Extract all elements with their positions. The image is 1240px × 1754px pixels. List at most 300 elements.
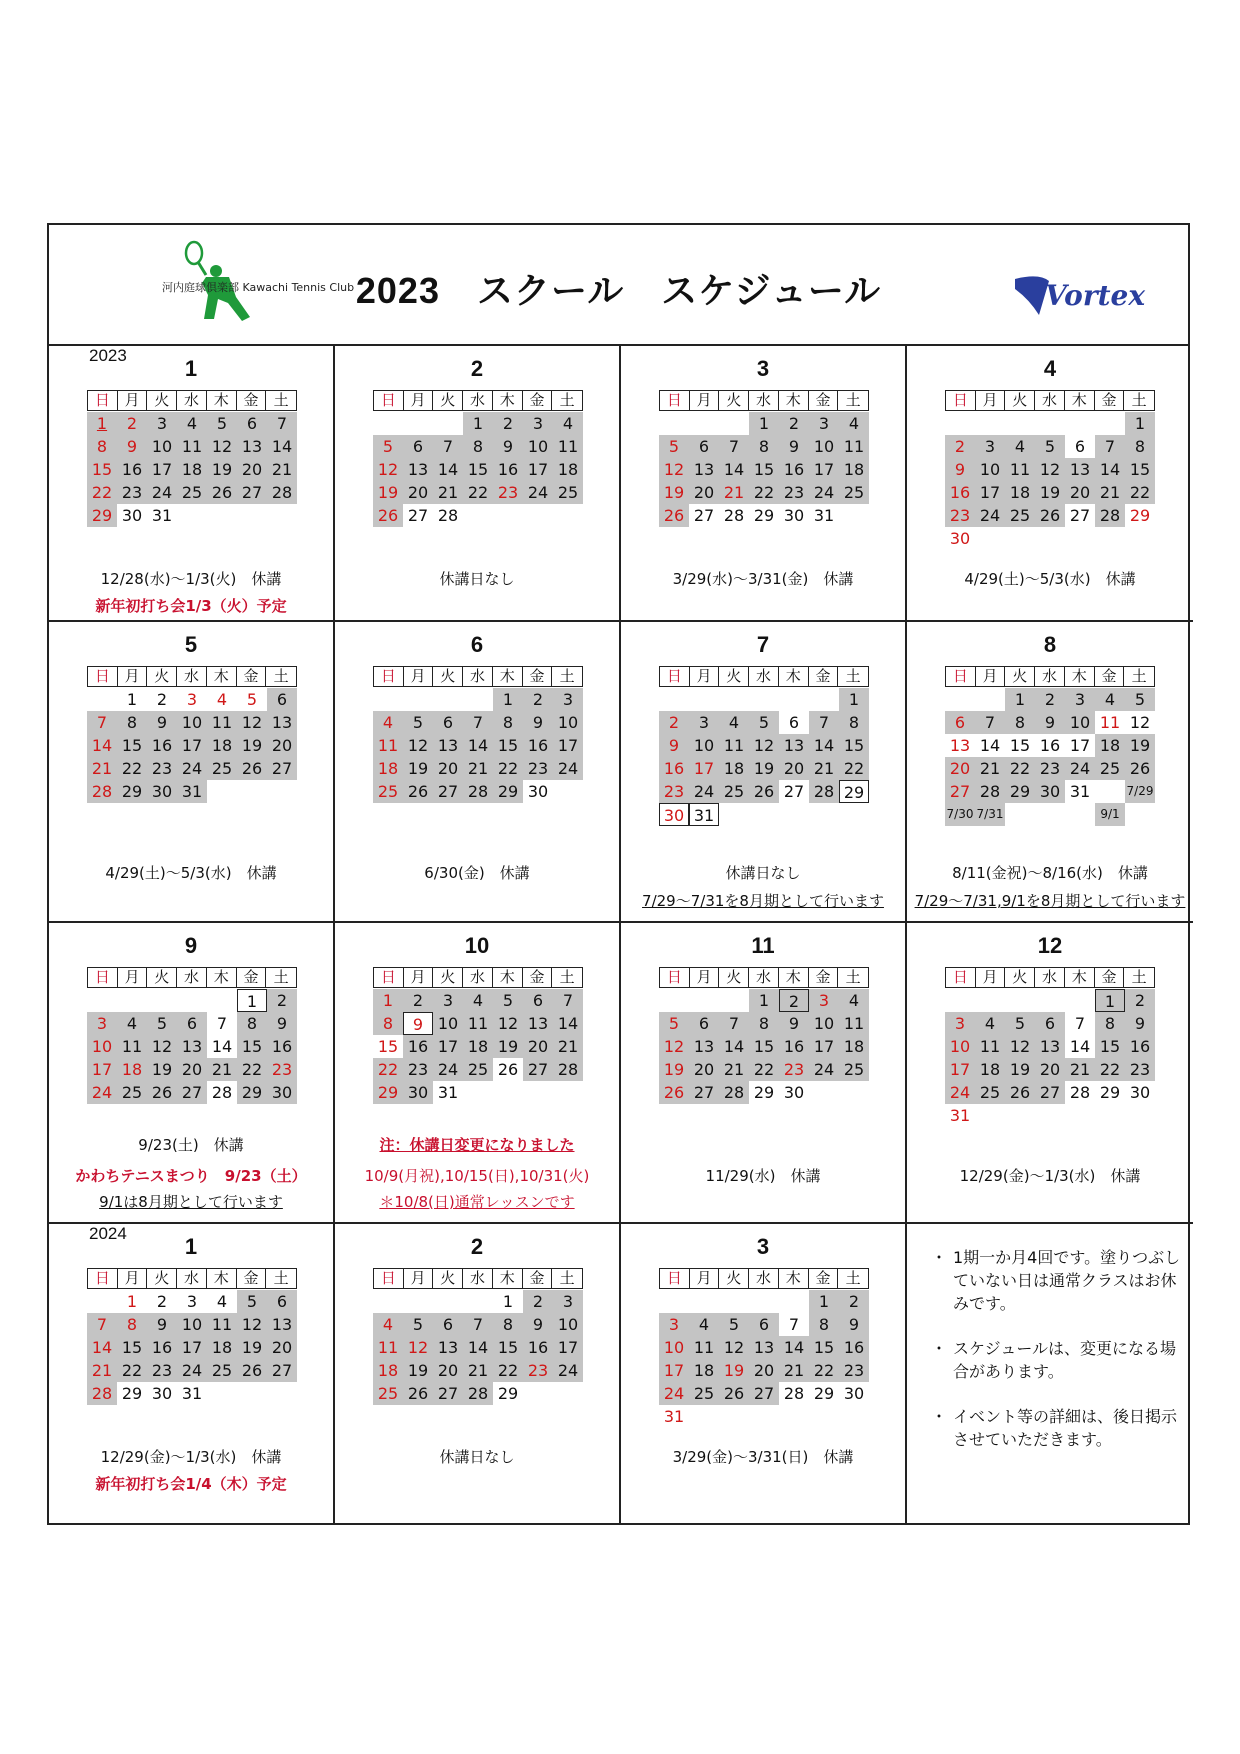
day-cell: 17 [87, 1058, 117, 1081]
day-cell: 1 [493, 688, 523, 711]
day-cell: 30 [1035, 780, 1065, 803]
day-cell: 4 [117, 1012, 147, 1035]
month-number: 9 [184, 933, 198, 958]
weekday-label: 木 [493, 391, 523, 410]
day-cell: 20 [237, 458, 267, 481]
day-cell: 1 [1005, 688, 1035, 711]
day-cell: 20 [749, 1359, 779, 1382]
day-cell: 2 [779, 989, 809, 1012]
day-cell: 10 [689, 734, 719, 757]
weekday-label: 水 [749, 667, 779, 686]
day-cell: 4 [463, 989, 493, 1012]
day-cell: 10 [1065, 711, 1095, 734]
weekday-label: 日 [88, 1269, 118, 1288]
day-cell: 17 [809, 1035, 839, 1058]
day-cell: 18 [463, 1035, 493, 1058]
day-cell: 17 [975, 481, 1005, 504]
day-cell: 6 [1035, 1012, 1065, 1035]
day-cell: 12 [237, 711, 267, 734]
day-cell: 15 [749, 1035, 779, 1058]
day-cell: 16 [945, 481, 975, 504]
weekday-label: 月 [118, 667, 148, 686]
day-cell: 2 [779, 412, 809, 435]
weekday-label: 木 [1065, 391, 1095, 410]
schedule-note: 注：休講日変更になりました [379, 1136, 575, 1154]
weekday-label: 日 [374, 968, 404, 987]
weekday-label: 月 [690, 1269, 720, 1288]
day-cell: 21 [1065, 1058, 1095, 1081]
day-cell: 16 [147, 734, 177, 757]
weekday-label: 金 [237, 667, 267, 686]
day-cell: 22 [493, 1359, 523, 1382]
weekday-label: 金 [1095, 968, 1125, 987]
day-cell: 12 [403, 1336, 433, 1359]
day-cell: 11 [117, 1035, 147, 1058]
day-grid [373, 1289, 583, 1429]
day-cell: 10 [945, 1035, 975, 1058]
weekday-label: 月 [404, 968, 434, 987]
weekday-label: 水 [1035, 968, 1065, 987]
day-cell: 21 [87, 757, 117, 780]
day-cell: 13 [949, 736, 971, 755]
day-cell: 12 [659, 458, 689, 481]
info-cell [907, 1224, 1193, 1523]
day-cell: 18 [719, 757, 749, 780]
day-cell: 10 [87, 1035, 117, 1058]
weekday-label: 水 [1035, 667, 1065, 686]
weekday-label: 日 [660, 667, 690, 686]
schedule-sheet [47, 223, 1190, 1525]
weekday-label: 金 [237, 968, 267, 987]
weekday-label: 日 [374, 1269, 404, 1288]
day-cell: 12 [237, 1313, 267, 1336]
day-cell: 25 [1005, 504, 1035, 527]
day-cell: 13 [403, 458, 433, 481]
day-cell: 16 [659, 757, 689, 780]
day-cell: 25 [553, 481, 583, 504]
day-cell: 26 [1005, 1081, 1035, 1104]
day-grid [87, 1289, 297, 1429]
day-cell: 8 [87, 435, 117, 458]
weekday-header [87, 967, 297, 988]
day-cell: 10 [809, 435, 839, 458]
schedule-note: 3/29(水)～3/31(金) 休講 [672, 570, 854, 588]
day-grid [659, 1289, 869, 1429]
day-cell: 11 [1099, 713, 1121, 732]
weekday-label: 日 [660, 1269, 690, 1288]
day-cell: 16 [839, 1336, 869, 1359]
day-cell: 6 [433, 711, 463, 734]
day-cell: 27 [433, 1382, 463, 1405]
weekday-header [659, 666, 869, 687]
day-cell: 29 [87, 504, 117, 527]
day-cell: 3 [523, 412, 553, 435]
weekday-header [87, 666, 297, 687]
day-cell: 2 [156, 690, 168, 709]
day-cell: 14 [1069, 1037, 1091, 1056]
day-cell: 16 [523, 1336, 553, 1359]
day-cell: 18 [689, 1359, 719, 1382]
weekday-label: 土 [559, 667, 575, 685]
day-cell: 13 [433, 734, 463, 757]
weekday-label: 日 [374, 667, 404, 686]
day-cell: 31 [437, 1083, 459, 1102]
day-cell: 18 [207, 1336, 237, 1359]
day-cell: 27 [1035, 1081, 1065, 1104]
day-cell: 15 [1009, 736, 1031, 755]
day-cell: 17 [553, 734, 583, 757]
day-cell: 9 [1125, 1012, 1155, 1035]
day-cell: 2 [523, 688, 553, 711]
day-cell: 22 [493, 757, 523, 780]
day-cell: 15 [493, 734, 523, 757]
day-cell: 6 [267, 1290, 297, 1313]
info-bullet [931, 1246, 1183, 1315]
weekday-header [373, 1268, 583, 1289]
month-number: 4 [1043, 356, 1057, 381]
month-cell [49, 1224, 335, 1523]
day-cell: 18 [839, 1035, 869, 1058]
day-cell: 12 [659, 1035, 689, 1058]
day-cell: 8 [809, 1313, 839, 1336]
day-cell: 5 [373, 435, 403, 458]
day-cell: 23 [493, 481, 523, 504]
day-cell: 23 [1125, 1058, 1155, 1081]
day-cell: 23 [147, 1359, 177, 1382]
bullet-text: スケジュールは、変更になる場合があります。 [953, 1339, 1177, 1381]
day-cell: 31 [1069, 782, 1091, 801]
day-cell: 17 [177, 1336, 207, 1359]
schedule-note: 4/29(土)～5/3(水) 休講 [964, 570, 1136, 588]
weekday-label: 月 [118, 968, 148, 987]
day-cell: 26 [1125, 757, 1155, 780]
day-cell: 18 [553, 458, 583, 481]
day-cell: 16 [117, 458, 147, 481]
day-cell: 14 [433, 458, 463, 481]
day-cell: 31 [151, 506, 173, 525]
weekday-label: 木 [493, 1269, 523, 1288]
mini-calendar [373, 390, 583, 551]
bullet-mark: ・ [931, 1248, 948, 1267]
day-cell: 27 [433, 780, 463, 803]
day-cell: 12 [1129, 713, 1151, 732]
day-grid [373, 411, 583, 551]
weekday-label: 日 [88, 968, 118, 987]
weekday-header [945, 666, 1155, 687]
day-cell: 14 [979, 736, 1001, 755]
day-cell: 18 [177, 458, 207, 481]
day-cell: 11 [373, 1336, 403, 1359]
day-cell: 7 [1095, 435, 1125, 458]
day-cell: 13 [779, 734, 809, 757]
month-cell [621, 622, 907, 923]
day-cell: 21 [719, 481, 749, 504]
weekday-label: 火 [147, 968, 177, 987]
day-cell: 15 [117, 1336, 147, 1359]
day-cell: 31 [949, 1106, 971, 1125]
weekday-label: 水 [177, 391, 207, 410]
day-cell: 24 [147, 481, 177, 504]
day-cell: 26 [207, 481, 237, 504]
day-cell: 12 [719, 1336, 749, 1359]
day-cell: 24 [1065, 757, 1095, 780]
day-cell: 20 [267, 734, 297, 757]
day-cell: 25 [207, 1359, 237, 1382]
day-cell: 27 [689, 1081, 719, 1104]
mini-calendar [945, 967, 1155, 1128]
weekday-label: 金 [1095, 391, 1125, 410]
weekday-header [659, 1268, 869, 1289]
vortex-logo-text: Vortex [1045, 279, 1146, 312]
weekday-label: 金 [237, 1269, 267, 1288]
day-cell: 26 [147, 1081, 177, 1104]
day-cell: 1 [749, 412, 779, 435]
mini-calendar [659, 390, 869, 551]
day-cell: 25 [373, 780, 403, 803]
day-cell: 19 [659, 481, 689, 504]
day-cell: 25 [1095, 757, 1125, 780]
day-cell: 10 [523, 435, 553, 458]
day-cell: 3 [945, 1012, 975, 1035]
day-cell: 19 [493, 1035, 523, 1058]
day-cell: 22 [839, 757, 869, 780]
day-cell: 29 [121, 1384, 143, 1403]
day-cell: 4 [1005, 435, 1035, 458]
day-cell: 25 [975, 1081, 1005, 1104]
weekday-label: 日 [660, 391, 690, 410]
day-cell: 21 [553, 1035, 583, 1058]
weekday-label: 月 [690, 968, 720, 987]
day-cell: 27 [783, 782, 805, 801]
weekday-label: 日 [88, 667, 118, 686]
day-cell: 27 [749, 1382, 779, 1405]
day-cell: 1 [373, 989, 403, 1012]
day-cell: 18 [1095, 734, 1125, 757]
day-cell: 19 [147, 1058, 177, 1081]
day-cell: 4 [216, 690, 228, 709]
day-cell: 11 [975, 1035, 1005, 1058]
day-cell: 11 [177, 435, 207, 458]
day-cell: 7 [463, 1313, 493, 1336]
day-cell: 19 [659, 1058, 689, 1081]
day-cell: 4 [689, 1313, 719, 1336]
day-cell: 3 [975, 435, 1005, 458]
mini-calendar [87, 967, 297, 1128]
schedule-note: 9/1は8月期として行います [99, 1193, 283, 1211]
weekday-label: 火 [433, 1269, 463, 1288]
day-cell: 7 [267, 412, 297, 435]
weekday-label: 金 [809, 391, 839, 410]
day-cell: 13 [523, 1012, 553, 1035]
day-cell: 13 [267, 711, 297, 734]
day-cell: 4 [177, 412, 207, 435]
day-cell: 1 [87, 412, 117, 435]
day-cell: 9 [779, 1012, 809, 1035]
weekday-label: 木 [1065, 968, 1095, 987]
day-cell: 31 [177, 780, 207, 803]
day-cell: 25 [689, 1382, 719, 1405]
day-cell: 8 [493, 1313, 523, 1336]
day-cell: 12 [1035, 458, 1065, 481]
day-cell: 16 [523, 734, 553, 757]
month-number: 5 [184, 632, 198, 657]
day-cell: 6 [1074, 437, 1086, 456]
day-cell: 22 [1005, 757, 1035, 780]
day-cell: 19 [1035, 481, 1065, 504]
day-cell: 13 [433, 1336, 463, 1359]
day-cell: 11 [373, 734, 403, 757]
day-grid [659, 988, 869, 1128]
weekday-label: 月 [976, 391, 1006, 410]
day-cell: 3 [553, 688, 583, 711]
day-cell: 29 [237, 1081, 267, 1104]
day-cell: 21 [809, 757, 839, 780]
day-grid [659, 687, 869, 827]
day-cell: 31 [181, 1384, 203, 1403]
day-cell: 30 [783, 1083, 805, 1102]
weekday-label: 土 [559, 1269, 575, 1287]
day-cell: 13 [237, 435, 267, 458]
day-cell: 28 [553, 1058, 583, 1081]
day-cell: 10 [553, 1313, 583, 1336]
day-cell: 20 [1065, 481, 1095, 504]
month-number: 1 [184, 356, 198, 381]
day-cell: 9 [839, 1313, 869, 1336]
day-cell: 26 [237, 757, 267, 780]
schedule-note: 11/29(水) 休講 [705, 1167, 821, 1185]
day-cell: 17 [433, 1035, 463, 1058]
day-cell: 1 [839, 688, 869, 711]
day-cell: 23 [117, 481, 147, 504]
day-cell: 19 [237, 734, 267, 757]
year-label: 2024 [89, 1224, 127, 1243]
day-cell: 25 [839, 1058, 869, 1081]
day-cell: 10 [659, 1336, 689, 1359]
day-cell: 10 [809, 1012, 839, 1035]
month-cell [49, 346, 335, 622]
weekday-label: 金 [523, 968, 553, 987]
schedule-note: かわちテニスまつり 9/23（土） [75, 1167, 307, 1185]
day-cell: 7 [553, 989, 583, 1012]
weekday-label: 水 [177, 667, 207, 686]
day-cell: 12 [403, 734, 433, 757]
weekday-label: 月 [690, 391, 720, 410]
weekday-label: 火 [433, 391, 463, 410]
weekday-label: 土 [273, 667, 289, 685]
month-cell [907, 923, 1193, 1224]
day-cell: 13 [1035, 1035, 1065, 1058]
header [49, 225, 1188, 346]
day-cell: 24 [177, 1359, 207, 1382]
day-cell: 7 [87, 711, 117, 734]
day-cell: 13 [749, 1336, 779, 1359]
day-cell: 14 [809, 734, 839, 757]
day-cell: 18 [373, 757, 403, 780]
day-cell: 23 [779, 481, 809, 504]
schedule-note: 新年初打ち会1/3（火）予定 [95, 597, 287, 615]
day-cell: 25 [207, 757, 237, 780]
day-cell: 18 [117, 1058, 147, 1081]
month-number: 6 [470, 632, 484, 657]
weekday-label: 水 [749, 968, 779, 987]
day-grid [87, 988, 297, 1128]
day-cell: 22 [749, 481, 779, 504]
day-cell: 22 [373, 1058, 403, 1081]
weekday-label: 金 [523, 1269, 553, 1288]
day-cell: 3 [553, 1290, 583, 1313]
day-cell: 21 [1095, 481, 1125, 504]
day-cell: 15 [237, 1035, 267, 1058]
day-cell: 28 [723, 506, 745, 525]
day-cell: 25 [177, 481, 207, 504]
day-cell: 17 [945, 1058, 975, 1081]
schedule-note: 6/30(金) 休講 [424, 864, 530, 882]
day-cell: 5 [493, 989, 523, 1012]
day-cell: 14 [211, 1037, 233, 1056]
day-cell: 5 [719, 1313, 749, 1336]
month-number: 10 [464, 933, 490, 958]
day-cell: 22 [1125, 481, 1155, 504]
day-cell: 28 [463, 1382, 493, 1405]
day-cell: 9 [1035, 711, 1065, 734]
day-cell: 25 [463, 1058, 493, 1081]
weekday-label: 月 [404, 1269, 434, 1288]
month-cell [49, 923, 335, 1224]
day-cell: 27 [267, 757, 297, 780]
weekday-label: 金 [809, 968, 839, 987]
weekday-label: 火 [1005, 968, 1035, 987]
day-cell: 27 [693, 506, 715, 525]
weekday-label: 月 [404, 667, 434, 686]
day-cell: 24 [553, 1359, 583, 1382]
day-cell: 5 [659, 435, 689, 458]
weekday-label: 日 [374, 391, 404, 410]
day-cell: 17 [1069, 736, 1091, 755]
info-bullet [931, 1405, 1183, 1451]
day-cell: 16 [403, 1035, 433, 1058]
day-cell: 26 [373, 504, 403, 527]
day-cell: 7 [216, 1014, 228, 1033]
day-cell: 5 [147, 1012, 177, 1035]
day-cell: 18 [975, 1058, 1005, 1081]
day-cell: 5 [749, 711, 779, 734]
day-cell: 14 [719, 1035, 749, 1058]
weekday-label: 木 [493, 667, 523, 686]
day-cell: 26 [749, 780, 779, 803]
day-cell: 19 [237, 1336, 267, 1359]
day-cell: 20 [433, 1359, 463, 1382]
day-cell: 31 [663, 1407, 685, 1426]
day-cell: 30 [1129, 1083, 1151, 1102]
day-cell: 28 [211, 1083, 233, 1102]
day-cell: 17 [177, 734, 207, 757]
day-cell: 12 [1005, 1035, 1035, 1058]
day-cell: 17 [523, 458, 553, 481]
day-cell: 27 [523, 1058, 553, 1081]
day-grid [87, 687, 297, 827]
day-cell: 4 [719, 711, 749, 734]
day-cell: 24 [809, 481, 839, 504]
day-cell: 15 [493, 1336, 523, 1359]
day-cell: 24 [809, 1058, 839, 1081]
day-cell: 6 [523, 989, 553, 1012]
day-cell: 1 [1125, 412, 1155, 435]
weekday-label: 日 [946, 968, 976, 987]
bullet-mark: ・ [931, 1407, 948, 1426]
day-cell: 24 [689, 780, 719, 803]
day-cell: 17 [147, 458, 177, 481]
day-cell: 27 [177, 1081, 207, 1104]
